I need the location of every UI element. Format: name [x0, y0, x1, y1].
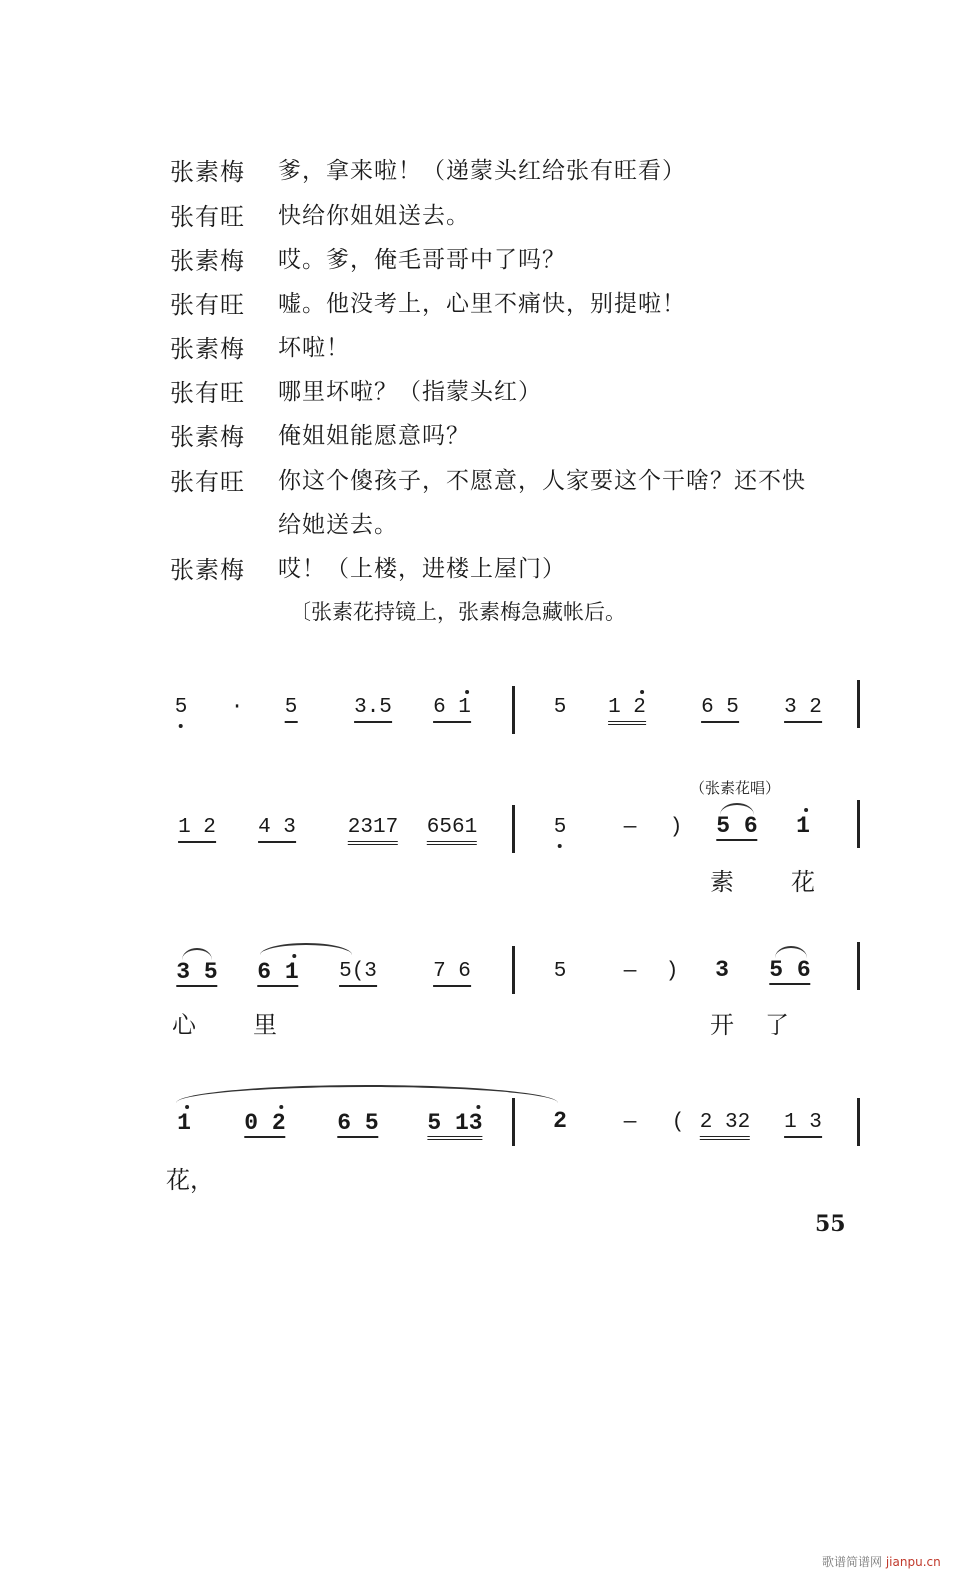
barline	[857, 800, 860, 848]
note: 3 2	[784, 696, 822, 723]
note: 5 13	[427, 1111, 482, 1140]
paren: (	[671, 1111, 685, 1134]
lyric: 花	[791, 868, 815, 896]
note: 5	[285, 696, 298, 723]
dash: —	[623, 816, 637, 839]
stage-direction: 〔张素花持镜上，张素梅急藏帐后。	[290, 600, 626, 624]
note: 5	[553, 696, 567, 719]
note: 5 6	[769, 957, 811, 983]
page-number: 55	[815, 1211, 846, 1237]
line-text: 坏啦！	[278, 335, 350, 361]
watermark	[822, 1553, 941, 1570]
speaker: 张素梅	[170, 247, 245, 275]
paren: )	[665, 960, 679, 983]
speaker: 张素梅	[170, 423, 245, 451]
lyric: 心	[172, 1011, 196, 1039]
note: 4 3	[258, 816, 296, 843]
lyric: 开	[710, 1011, 734, 1039]
barline	[512, 1098, 515, 1146]
speaker: 张有旺	[170, 379, 245, 407]
line-text: 爹，拿来啦！（递蒙头红给张有旺看）	[278, 158, 686, 184]
line-text: 哎。爹，俺毛哥哥中了吗？	[278, 247, 566, 273]
note: 6 5	[701, 696, 739, 723]
lyric: 了	[765, 1011, 789, 1039]
dot: ·	[230, 696, 244, 719]
dash: —	[623, 960, 637, 983]
note: 2 32	[700, 1111, 750, 1140]
note: 5	[553, 960, 567, 983]
line-text: 你这个傻孩子，不愿意，人家要这个干啥？还不快	[278, 468, 806, 494]
slur	[260, 943, 352, 955]
note: 6 5	[337, 1110, 379, 1136]
note: 3.5	[354, 696, 392, 723]
line-text-continued: 给她送去。	[278, 512, 398, 538]
note: 3	[715, 957, 729, 983]
lyric: 素	[710, 868, 734, 896]
speaker: 张素梅	[170, 158, 245, 186]
dash: —	[623, 1111, 637, 1134]
barline	[512, 805, 515, 853]
note: 7 6	[433, 960, 471, 987]
speaker: 张有旺	[170, 291, 245, 319]
note: 3 5	[176, 959, 218, 985]
note: 1 3	[784, 1111, 822, 1138]
speaker: 张有旺	[170, 468, 245, 496]
note: 1 2	[178, 816, 216, 843]
note: 5 6	[716, 813, 758, 839]
line-text: 快给你姐姐送去。	[278, 203, 470, 229]
speaker: 张有旺	[170, 203, 245, 231]
line-text: 俺姐姐能愿意吗？	[278, 423, 470, 449]
note: 1 2	[608, 696, 646, 725]
line-text: 哎！（上楼，进楼上屋门）	[278, 556, 566, 582]
note: 6 1	[433, 696, 471, 723]
singer-note: （张素花唱）	[690, 779, 781, 797]
lyric: 花，	[166, 1166, 214, 1194]
barline	[857, 942, 860, 990]
barline	[857, 1098, 860, 1146]
slur	[176, 1085, 558, 1103]
paren: )	[669, 816, 683, 839]
note: 5	[174, 696, 188, 719]
note: 1	[796, 813, 810, 839]
watermark-url: jianpu.cn	[885, 1555, 941, 1569]
speaker: 张素梅	[170, 556, 245, 584]
barline	[512, 686, 515, 734]
speaker: 张素梅	[170, 335, 245, 363]
note: 6561	[427, 816, 477, 845]
note: 2317	[348, 816, 398, 845]
barline	[857, 680, 860, 728]
line-text: 嘘。他没考上，心里不痛快，别提啦！	[278, 291, 686, 317]
barline	[512, 946, 515, 994]
watermark-cn: 歌谱简谱网	[822, 1555, 883, 1569]
note: 1	[177, 1110, 191, 1136]
line-text: 哪里坏啦？（指蒙头红）	[278, 379, 542, 405]
note: 6 1	[257, 959, 299, 985]
note: 5	[553, 816, 567, 839]
lyric: 里	[253, 1011, 277, 1039]
note: 2	[553, 1108, 567, 1134]
note: 0 2	[244, 1110, 286, 1136]
note: 5(3	[339, 960, 377, 987]
